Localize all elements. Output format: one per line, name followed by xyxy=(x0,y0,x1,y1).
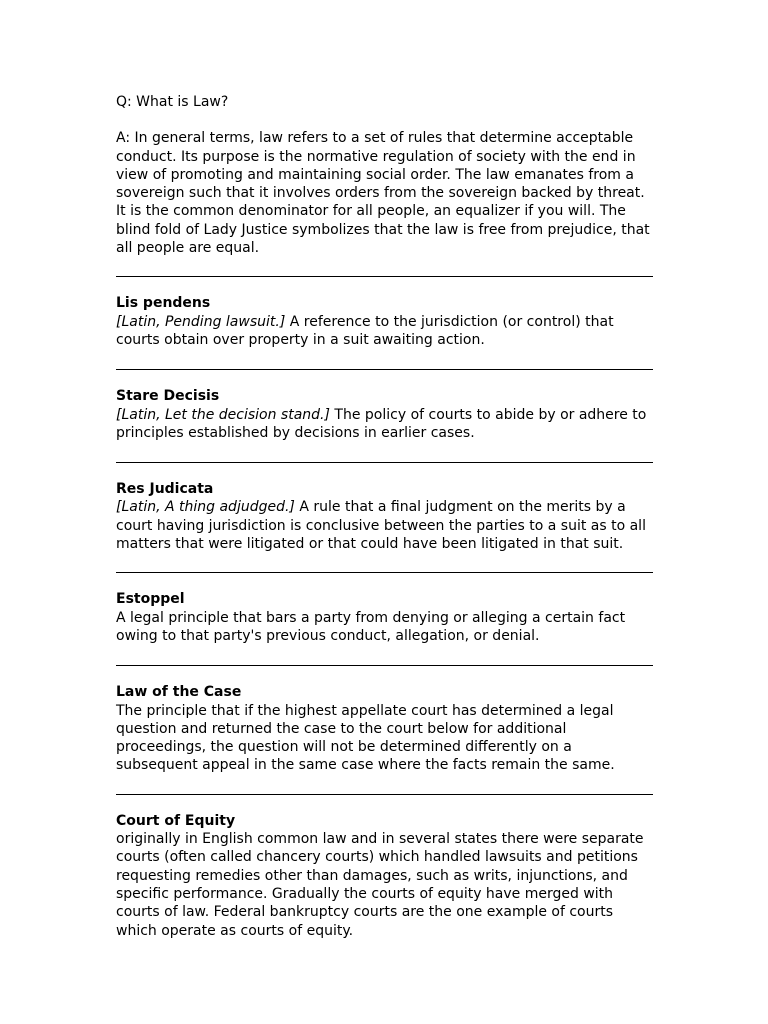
entry-body xyxy=(116,406,653,443)
entry-lis-pendens xyxy=(116,294,653,349)
entry-body: A legal principle that bars a party from denying or alleging a certain fact owing to that party's previous conduct, allegation, or denial. xyxy=(116,609,626,644)
entry-court-of-equity xyxy=(116,812,653,940)
entry-body: originally in English common law and in several states there were separate courts (often called chancery courts) which handled lawsuits and petitions requesting remedies other than damages, such as writs, injunctions, and specific performance. Gradually the courts of equity have merged with courts of law. Federal bankruptcy courts are the one example of courts which operate as courts of equity. xyxy=(116,831,644,939)
entry-estoppel xyxy=(116,590,653,645)
divider xyxy=(116,665,653,666)
entry-term: Law of the Case xyxy=(116,684,242,701)
entry-origin: [Latin, Pending lawsuit.] xyxy=(116,313,286,330)
divider xyxy=(116,276,653,277)
divider xyxy=(116,369,653,370)
entry-body xyxy=(116,313,653,350)
entry-definition: A rule that a final judgment on the merits by a court having jurisdiction is conclusive between the parties to a suit as to all matters that were litigated or that could have been litigated in that suit. xyxy=(116,499,646,553)
document-page xyxy=(116,93,653,940)
divider xyxy=(116,572,653,573)
entry-origin: [Latin, A thing adjudged.] xyxy=(116,499,295,516)
answer-text: A: In general terms, law refers to a set of rules that determine acceptable conduct. Its purpose is the normative regulation of society with the end in view of promoting and maintaining social order. The law emanates from a sovereign such that it involves orders from the sovereign backed by threat. It is the common denominator for all people, an equalizer if you will. The blind fold of Lady Justice symbolizes that the law is free from prejudice, that all people are equal. xyxy=(116,130,650,257)
entry-term: Estoppel xyxy=(116,591,185,608)
entry-term: Court of Equity xyxy=(116,812,236,829)
entry-res-judicata xyxy=(116,480,653,553)
entry-definition: A reference to the jurisdiction (or control) that courts obtain over property in a suit awaiting action. xyxy=(116,313,614,348)
entry-stare-decisis xyxy=(116,387,653,442)
divider xyxy=(116,794,653,795)
question-text: Q: What is Law? xyxy=(116,94,229,110)
entry-body: The principle that if the highest appellate court has determined a legal question and returned the case to the court below for additional proceedings, the question will not be determined differently on a subsequent appeal in the same case where the facts remain the same. xyxy=(116,702,615,774)
entry-law-of-the-case xyxy=(116,683,653,774)
entry-origin: [Latin, Let the decision stand.] xyxy=(116,406,330,423)
entry-term: Lis pendens xyxy=(116,295,211,312)
entry-term: Stare Decisis xyxy=(116,388,220,405)
divider xyxy=(116,462,653,463)
entry-term: Res Judicata xyxy=(116,481,214,498)
entry-body xyxy=(116,498,653,553)
entry-definition: The policy of courts to abide by or adhere to principles established by decisions in earlier cases. xyxy=(116,406,647,441)
